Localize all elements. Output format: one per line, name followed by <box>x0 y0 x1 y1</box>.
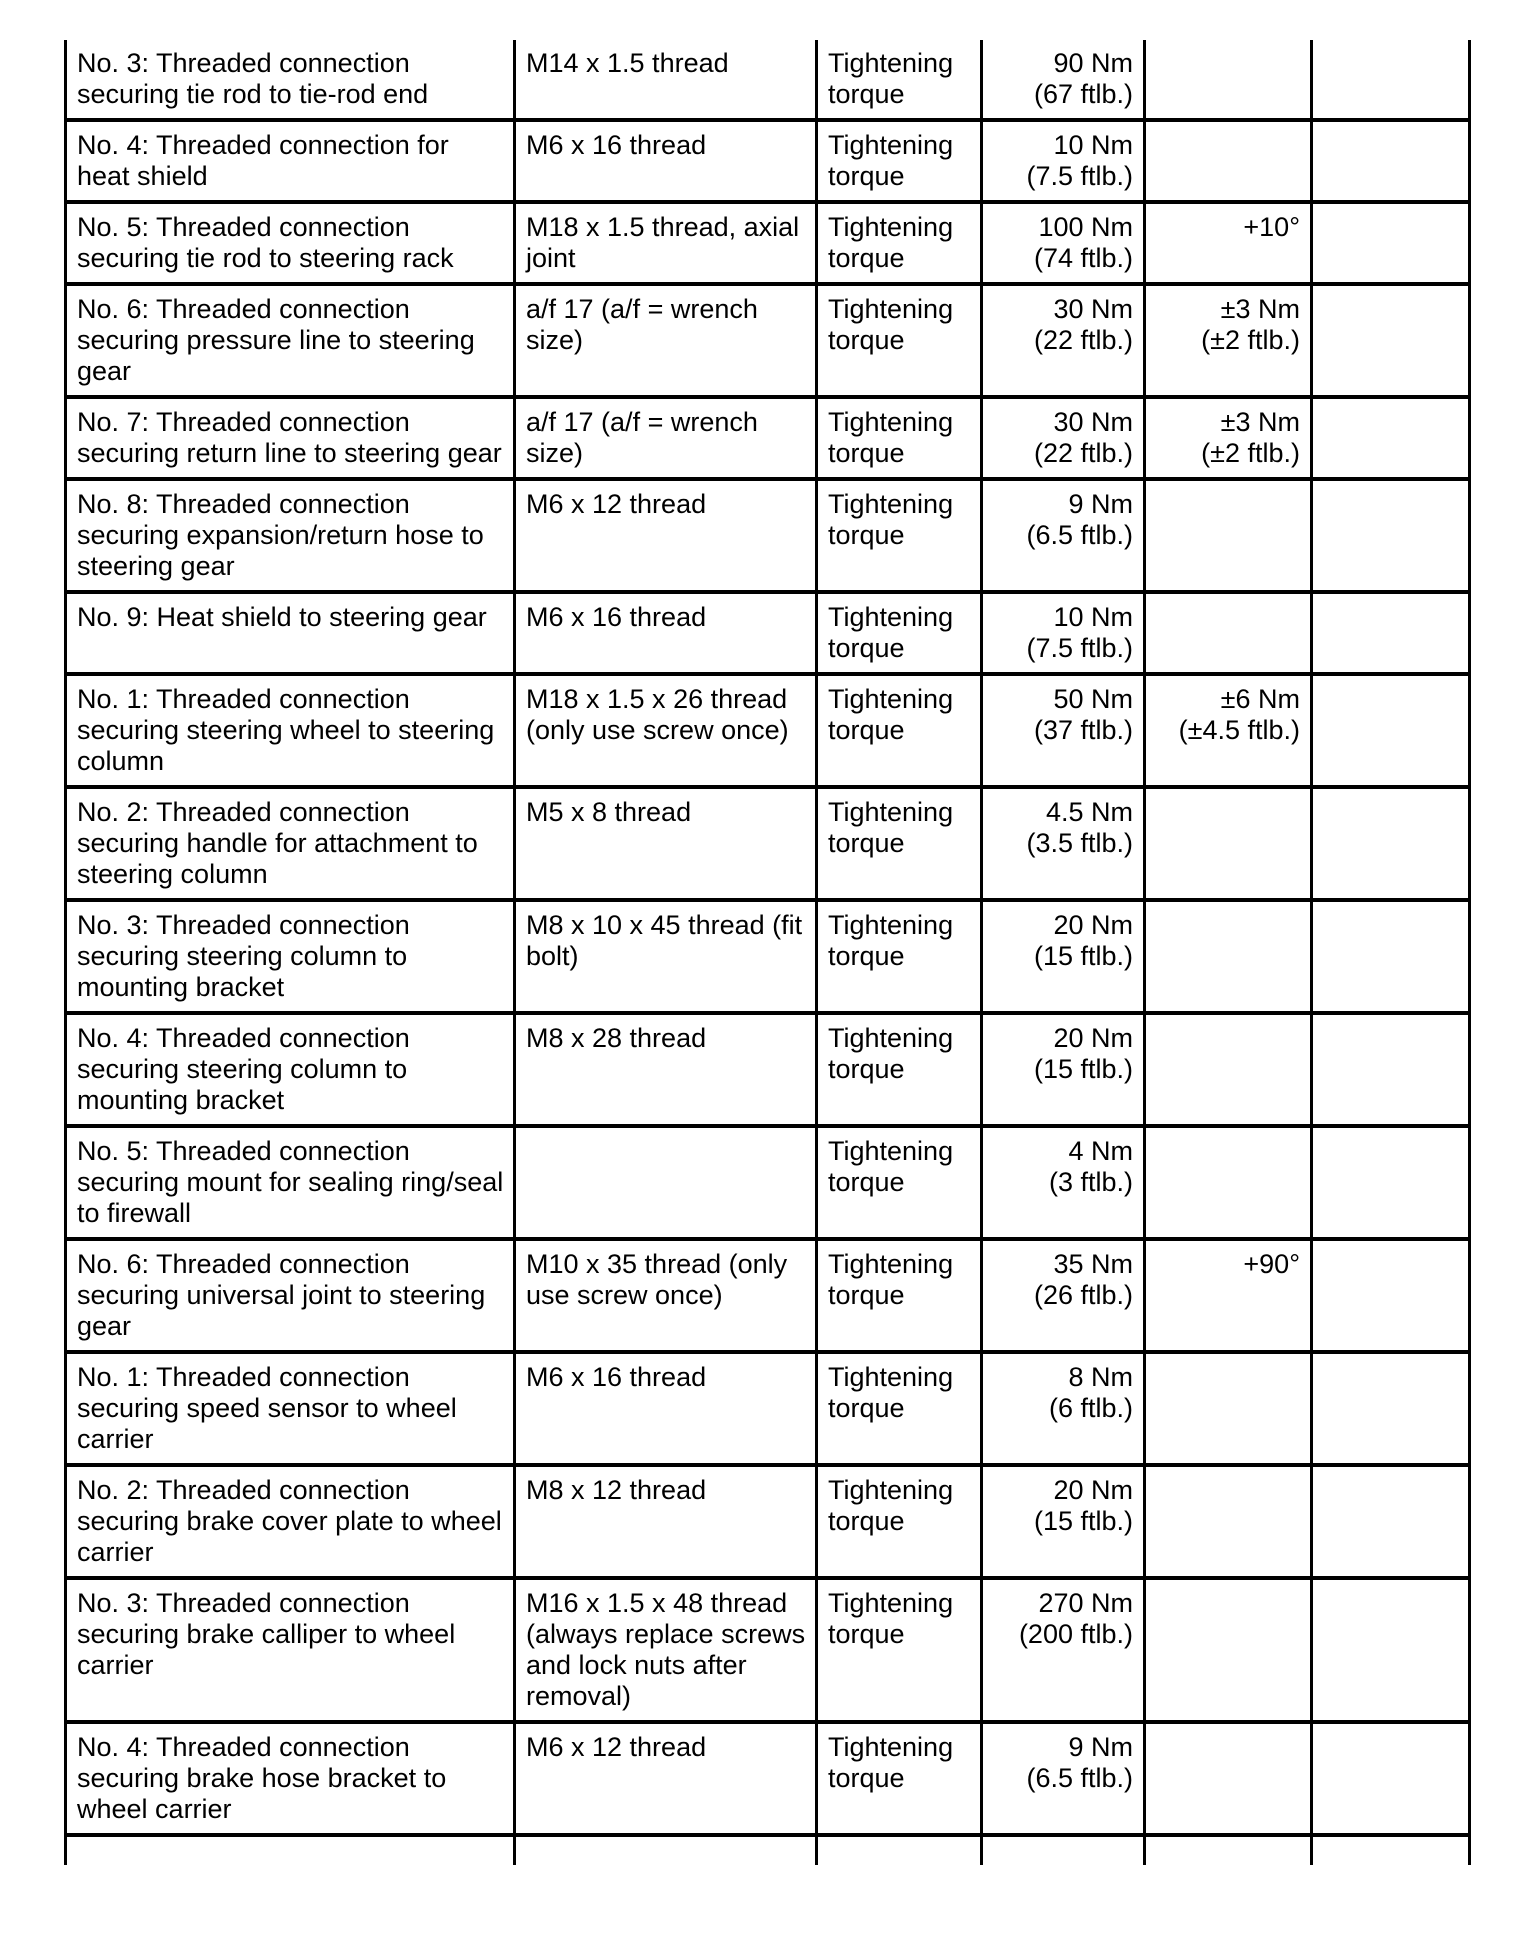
torque-type-cell: Tightening torque <box>817 120 982 202</box>
table-row <box>66 202 1470 284</box>
table-row <box>66 1126 1470 1239</box>
thread-spec-cell: M6 x 16 thread <box>515 592 817 674</box>
tolerance-cell <box>1145 479 1312 592</box>
table-row <box>66 284 1470 397</box>
torque-value-cell: 35 Nm (26 ftlb.) <box>982 1239 1145 1352</box>
tolerance-cell <box>1145 40 1312 120</box>
torque-value-cell: 10 Nm (7.5 ftlb.) <box>982 120 1145 202</box>
thread-spec-cell: M8 x 10 x 45 thread (fit bolt) <box>515 900 817 1013</box>
torque-type-cell: Tightening torque <box>817 1722 982 1835</box>
notes-cell <box>1312 1722 1470 1835</box>
thread-spec-cell: M8 x 28 thread <box>515 1013 817 1126</box>
torque-type-cell: Tightening torque <box>817 1465 982 1578</box>
description-cell: No. 4: Threaded connection securing brake hose bracket to wheel carrier <box>66 1722 515 1835</box>
description-cell: No. 3: Threaded connection securing tie rod to tie-rod end <box>66 40 515 120</box>
notes-cell <box>1312 1465 1470 1578</box>
tolerance-cell: +10° <box>1145 202 1312 284</box>
table-row <box>66 592 1470 674</box>
thread-spec-cell: M5 x 8 thread <box>515 787 817 900</box>
spacer-cell <box>1145 1835 1312 1865</box>
torque-type-cell: Tightening torque <box>817 40 982 120</box>
notes-cell <box>1312 397 1470 479</box>
description-cell: No. 3: Threaded connection securing steering column to mounting bracket <box>66 900 515 1013</box>
notes-cell <box>1312 592 1470 674</box>
torque-specification-table <box>64 40 1471 1865</box>
description-cell: No. 9: Heat shield to steering gear <box>66 592 515 674</box>
description-cell: No. 4: Threaded connection for heat shield <box>66 120 515 202</box>
torque-value-cell: 30 Nm (22 ftlb.) <box>982 284 1145 397</box>
tolerance-cell: ±3 Nm (±2 ftlb.) <box>1145 284 1312 397</box>
thread-spec-cell: M6 x 12 thread <box>515 1722 817 1835</box>
table-row <box>66 674 1470 787</box>
torque-type-cell: Tightening torque <box>817 1239 982 1352</box>
notes-cell <box>1312 1126 1470 1239</box>
tolerance-cell <box>1145 1126 1312 1239</box>
spacer-cell <box>817 1835 982 1865</box>
description-cell: No. 4: Threaded connection securing steering column to mounting bracket <box>66 1013 515 1126</box>
tolerance-cell <box>1145 1722 1312 1835</box>
tolerance-cell <box>1145 1465 1312 1578</box>
thread-spec-cell: M10 x 35 thread (only use screw once) <box>515 1239 817 1352</box>
torque-type-cell: Tightening torque <box>817 1013 982 1126</box>
tolerance-cell <box>1145 787 1312 900</box>
description-cell: No. 6: Threaded connection securing universal joint to steering gear <box>66 1239 515 1352</box>
torque-type-cell: Tightening torque <box>817 284 982 397</box>
torque-type-cell: Tightening torque <box>817 1352 982 1465</box>
notes-cell <box>1312 787 1470 900</box>
notes-cell <box>1312 202 1470 284</box>
thread-spec-cell: M8 x 12 thread <box>515 1465 817 1578</box>
notes-cell <box>1312 674 1470 787</box>
description-cell: No. 8: Threaded connection securing expansion/return hose to steering gear <box>66 479 515 592</box>
torque-value-cell: 8 Nm (6 ftlb.) <box>982 1352 1145 1465</box>
table-row <box>66 900 1470 1013</box>
torque-value-cell: 20 Nm (15 ftlb.) <box>982 1013 1145 1126</box>
tolerance-cell <box>1145 120 1312 202</box>
table-row <box>66 1239 1470 1352</box>
torque-type-cell: Tightening torque <box>817 202 982 284</box>
notes-cell <box>1312 284 1470 397</box>
table-row <box>66 397 1470 479</box>
spacer-cell <box>982 1835 1145 1865</box>
description-cell: No. 2: Threaded connection securing brake cover plate to wheel carrier <box>66 1465 515 1578</box>
table-row <box>66 120 1470 202</box>
torque-value-cell: 10 Nm (7.5 ftlb.) <box>982 592 1145 674</box>
torque-type-cell: Tightening torque <box>817 1578 982 1722</box>
torque-type-cell: Tightening torque <box>817 674 982 787</box>
spacer-cell <box>1312 1835 1470 1865</box>
torque-value-cell: 9 Nm (6.5 ftlb.) <box>982 479 1145 592</box>
torque-type-cell: Tightening torque <box>817 592 982 674</box>
torque-value-cell: 4.5 Nm (3.5 ftlb.) <box>982 787 1145 900</box>
description-cell: No. 6: Threaded connection securing pressure line to steering gear <box>66 284 515 397</box>
tolerance-cell <box>1145 592 1312 674</box>
notes-cell <box>1312 1239 1470 1352</box>
torque-value-cell: 30 Nm (22 ftlb.) <box>982 397 1145 479</box>
torque-value-cell: 100 Nm (74 ftlb.) <box>982 202 1145 284</box>
thread-spec-cell: M14 x 1.5 thread <box>515 40 817 120</box>
thread-spec-cell: M18 x 1.5 thread, axial joint <box>515 202 817 284</box>
thread-spec-cell: M6 x 16 thread <box>515 1352 817 1465</box>
torque-value-cell: 4 Nm (3 ftlb.) <box>982 1126 1145 1239</box>
torque-value-cell: 9 Nm (6.5 ftlb.) <box>982 1722 1145 1835</box>
notes-cell <box>1312 479 1470 592</box>
description-cell: No. 5: Threaded connection securing mount for sealing ring/seal to firewall <box>66 1126 515 1239</box>
tolerance-cell: ±6 Nm (±4.5 ftlb.) <box>1145 674 1312 787</box>
torque-value-cell: 20 Nm (15 ftlb.) <box>982 1465 1145 1578</box>
table-row <box>66 40 1470 120</box>
tolerance-cell: ±3 Nm (±2 ftlb.) <box>1145 397 1312 479</box>
spacer-cell <box>66 1835 515 1865</box>
thread-spec-cell: a/f 17 (a/f = wrench size) <box>515 284 817 397</box>
table-row <box>66 1352 1470 1465</box>
torque-type-cell: Tightening torque <box>817 900 982 1013</box>
thread-spec-cell <box>515 1126 817 1239</box>
description-cell: No. 2: Threaded connection securing handle for attachment to steering column <box>66 787 515 900</box>
table-bottom-spacer-row <box>66 1835 1470 1865</box>
table-row <box>66 1013 1470 1126</box>
torque-type-cell: Tightening torque <box>817 787 982 900</box>
thread-spec-cell: M18 x 1.5 x 26 thread (only use screw once) <box>515 674 817 787</box>
notes-cell <box>1312 900 1470 1013</box>
torque-value-cell: 270 Nm (200 ftlb.) <box>982 1578 1145 1722</box>
notes-cell <box>1312 1352 1470 1465</box>
torque-type-cell: Tightening torque <box>817 479 982 592</box>
notes-cell <box>1312 120 1470 202</box>
description-cell: No. 1: Threaded connection securing steering wheel to steering column <box>66 674 515 787</box>
description-cell: No. 1: Threaded connection securing speed sensor to wheel carrier <box>66 1352 515 1465</box>
torque-type-cell: Tightening torque <box>817 1126 982 1239</box>
table-row <box>66 479 1470 592</box>
thread-spec-cell: M16 x 1.5 x 48 thread (always replace screws and lock nuts after removal) <box>515 1578 817 1722</box>
tolerance-cell <box>1145 1578 1312 1722</box>
torque-value-cell: 50 Nm (37 ftlb.) <box>982 674 1145 787</box>
description-cell: No. 7: Threaded connection securing return line to steering gear <box>66 397 515 479</box>
table-row <box>66 1578 1470 1722</box>
thread-spec-cell: M6 x 12 thread <box>515 479 817 592</box>
description-cell: No. 5: Threaded connection securing tie rod to steering rack <box>66 202 515 284</box>
table-row <box>66 787 1470 900</box>
tolerance-cell <box>1145 1352 1312 1465</box>
notes-cell <box>1312 40 1470 120</box>
tolerance-cell: +90° <box>1145 1239 1312 1352</box>
table-row <box>66 1465 1470 1578</box>
torque-value-cell: 20 Nm (15 ftlb.) <box>982 900 1145 1013</box>
notes-cell <box>1312 1578 1470 1722</box>
spacer-cell <box>515 1835 817 1865</box>
table-body <box>66 40 1470 1865</box>
torque-value-cell: 90 Nm (67 ftlb.) <box>982 40 1145 120</box>
thread-spec-cell: a/f 17 (a/f = wrench size) <box>515 397 817 479</box>
tolerance-cell <box>1145 1013 1312 1126</box>
table-row <box>66 1722 1470 1835</box>
description-cell: No. 3: Threaded connection securing brake calliper to wheel carrier <box>66 1578 515 1722</box>
notes-cell <box>1312 1013 1470 1126</box>
thread-spec-cell: M6 x 16 thread <box>515 120 817 202</box>
tolerance-cell <box>1145 900 1312 1013</box>
torque-type-cell: Tightening torque <box>817 397 982 479</box>
